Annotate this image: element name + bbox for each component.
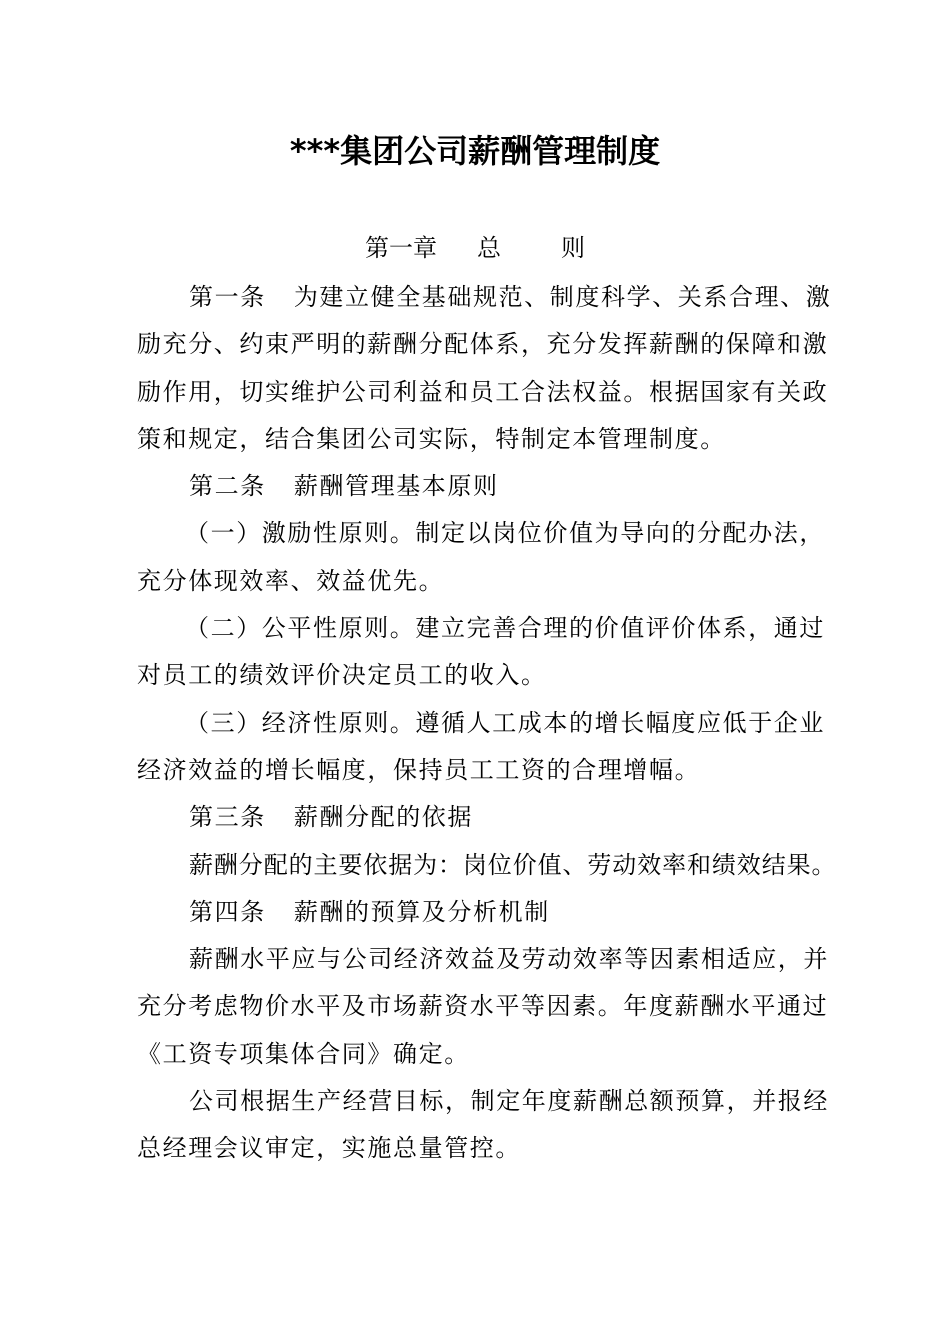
article-text: 薪酬分配的依据 [293,803,474,832]
principle-item: （三）经济性原则。遵循人工成本的增长幅度应低于企业经济效益的增长幅度，保持员工工资的合理增幅。 [137,708,825,784]
document-title: ***集团公司薪酬管理制度 [289,132,661,170]
article-heading: 第一条 [189,283,266,311]
article-4 [137,889,837,936]
chapter-name-part2: 则 [561,234,585,262]
article-heading: 第二条 [189,472,266,501]
document-body [137,274,837,1173]
chapter-label: 第一章 [365,234,437,262]
article-heading: 第四条 [189,897,266,926]
principle-item: （二）公平性原则。建立完善合理的价值评价体系，通过对员工的绩效评价决定员工的收入。 [137,614,825,690]
article-text: 薪酬管理基本原则 [293,472,499,501]
body-paragraph: 公司根据生产经营目标，制定年度薪酬总额预算，并报经总经理会议审定，实施总量管控。 [137,1087,829,1163]
article-text: 为建立健全基础规范、制度科学、关系合理、激励充分、约束严明的薪酬分配体系，充分发挥薪酬的保障和激励作用，切实维护公司利益和员工合法权益。根据国家有关政策和规定，结合集团公司实际，特制定本管理制度。 [137,283,832,453]
article-3 [137,794,837,841]
article-heading: 第三条 [189,803,266,832]
chapter-name-part1: 总 [477,234,501,262]
body-paragraph: 薪酬水平应与公司经济效益及劳动效率等因素相适应，并充分考虑物价水平及市场薪资水平等因素。年度薪酬水平通过《工资专项集体合同》确定。 [137,945,829,1068]
chapter-heading [0,228,950,268]
article-text: 薪酬的预算及分析机制 [293,897,550,926]
principle-item: （一）激励性原则。制定以岗位价值为导向的分配办法，充分体现效率、效益优先。 [137,519,825,595]
body-paragraph: 薪酬分配的主要依据为：岗位价值、劳动效率和绩效结果。 [189,850,837,879]
article-1 [137,274,837,463]
article-2 [137,463,837,510]
